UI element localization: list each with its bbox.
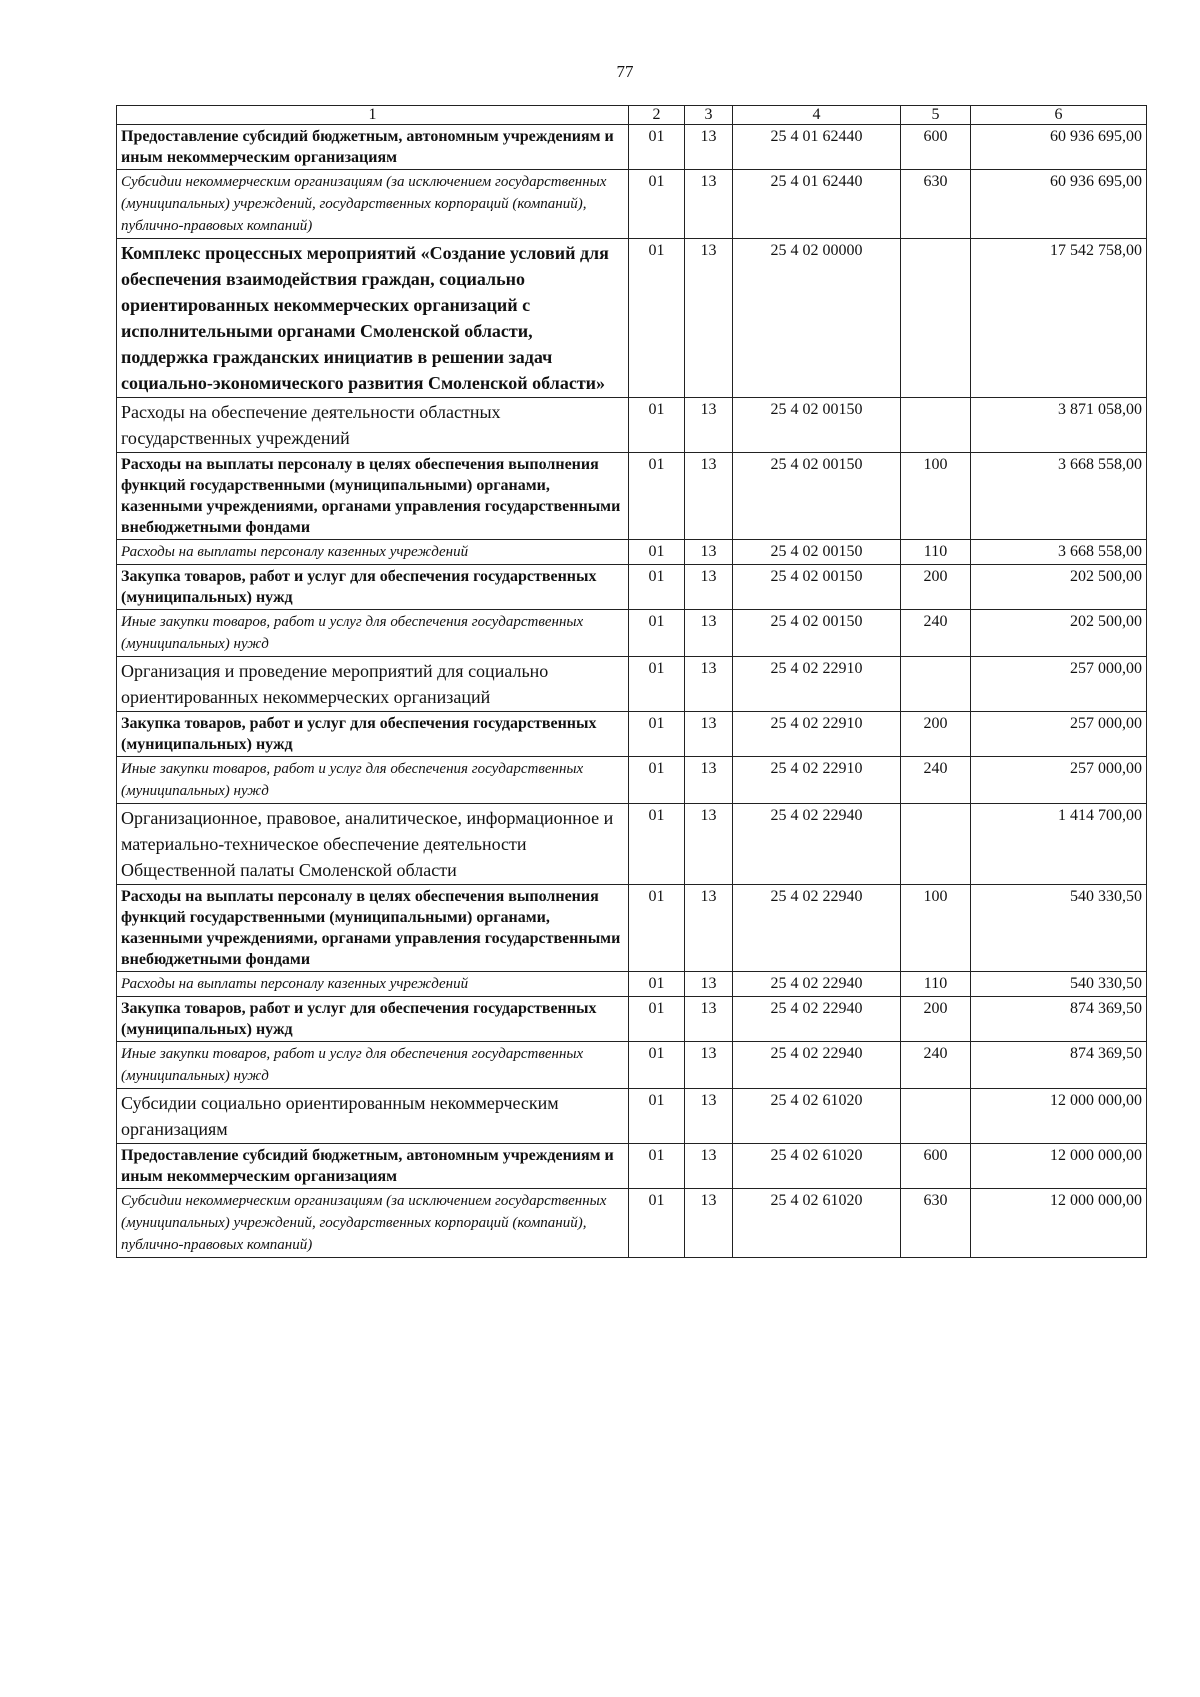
- row-amount-cell: 12 000 000,00: [971, 1189, 1147, 1258]
- row-subsection-cell: 13: [685, 804, 733, 885]
- column-header-1: 1: [117, 106, 629, 125]
- table-row: [117, 804, 1147, 885]
- row-target-code-cell: 25 4 01 62440: [733, 170, 901, 239]
- row-name-cell: Иные закупки товаров, работ и услуг для обеспечения государственных (муниципальных) нужд: [117, 757, 629, 804]
- row-subsection-cell: 13: [685, 997, 733, 1042]
- row-section-cell: 01: [629, 657, 685, 712]
- row-subsection-cell: 13: [685, 453, 733, 540]
- row-expense-type-cell: 110: [901, 540, 971, 565]
- row-expense-type-cell: 100: [901, 885, 971, 972]
- row-target-code-cell: 25 4 02 61020: [733, 1089, 901, 1144]
- row-section-cell: 01: [629, 1042, 685, 1089]
- row-name-cell: Расходы на выплаты персоналу казенных учреждений: [117, 540, 629, 565]
- row-name-cell: Организационное, правовое, аналитическое, информационное и материально-техническое обеспечение деятельности Общественной палаты Смоленской области: [117, 804, 629, 885]
- table-row: [117, 1042, 1147, 1089]
- row-target-code-cell: 25 4 02 00150: [733, 540, 901, 565]
- row-amount-cell: 202 500,00: [971, 610, 1147, 657]
- row-name-cell: Комплекс процессных мероприятий «Создание условий для обеспечения взаимодействия граждан, социально ориентированных некоммерческих организаций с исполнительными органами Смоленской области, поддержка гражданских инициатив в решении задач социально-экономического развития Смоленской области»: [117, 239, 629, 398]
- table-row: [117, 239, 1147, 398]
- row-expense-type-cell: 240: [901, 757, 971, 804]
- table-row: [117, 610, 1147, 657]
- column-header-2: 2: [629, 106, 685, 125]
- row-section-cell: 01: [629, 1189, 685, 1258]
- row-subsection-cell: 13: [685, 565, 733, 610]
- table-row: [117, 657, 1147, 712]
- row-expense-type-cell: 600: [901, 125, 971, 170]
- column-header-5: 5: [901, 106, 971, 125]
- row-expense-type-cell: 240: [901, 1042, 971, 1089]
- table-row: [117, 972, 1147, 997]
- row-amount-cell: 12 000 000,00: [971, 1144, 1147, 1189]
- row-name-cell: Закупка товаров, работ и услуг для обеспечения государственных (муниципальных) нужд: [117, 712, 629, 757]
- row-subsection-cell: 13: [685, 239, 733, 398]
- row-target-code-cell: 25 4 02 22910: [733, 712, 901, 757]
- row-section-cell: 01: [629, 1144, 685, 1189]
- table-row: [117, 1189, 1147, 1258]
- row-amount-cell: 3 871 058,00: [971, 398, 1147, 453]
- row-target-code-cell: 25 4 02 22940: [733, 804, 901, 885]
- row-name-cell: Расходы на выплаты персоналу в целях обеспечения выполнения функций государственными (муниципальными) органами, казенными учреждениями, органами управления государственными внебюджетными фондами: [117, 453, 629, 540]
- row-subsection-cell: 13: [685, 1089, 733, 1144]
- row-expense-type-cell: 110: [901, 972, 971, 997]
- row-expense-type-cell: [901, 657, 971, 712]
- row-name-cell: Расходы на выплаты персоналу казенных учреждений: [117, 972, 629, 997]
- row-expense-type-cell: 200: [901, 712, 971, 757]
- row-target-code-cell: 25 4 02 00150: [733, 398, 901, 453]
- row-section-cell: 01: [629, 885, 685, 972]
- column-header-6: 6: [971, 106, 1147, 125]
- row-subsection-cell: 13: [685, 712, 733, 757]
- row-subsection-cell: 13: [685, 1042, 733, 1089]
- table-body: [117, 106, 1147, 1258]
- row-section-cell: 01: [629, 1089, 685, 1144]
- row-name-cell: Субсидии социально ориентированным некоммерческим организациям: [117, 1089, 629, 1144]
- row-section-cell: 01: [629, 453, 685, 540]
- row-target-code-cell: 25 4 02 22910: [733, 757, 901, 804]
- column-number-header: [117, 106, 1147, 125]
- row-subsection-cell: 13: [685, 885, 733, 972]
- table-row: [117, 398, 1147, 453]
- row-target-code-cell: 25 4 02 00150: [733, 610, 901, 657]
- row-target-code-cell: 25 4 01 62440: [733, 125, 901, 170]
- row-name-cell: Предоставление субсидий бюджетным, автономным учреждениям и иным некоммерческим организациям: [117, 1144, 629, 1189]
- row-target-code-cell: 25 4 02 22940: [733, 997, 901, 1042]
- row-amount-cell: 540 330,50: [971, 885, 1147, 972]
- row-expense-type-cell: [901, 804, 971, 885]
- row-name-cell: Закупка товаров, работ и услуг для обеспечения государственных (муниципальных) нужд: [117, 997, 629, 1042]
- table-row: [117, 997, 1147, 1042]
- row-expense-type-cell: 200: [901, 565, 971, 610]
- table-row: [117, 1144, 1147, 1189]
- row-section-cell: 01: [629, 125, 685, 170]
- row-section-cell: 01: [629, 540, 685, 565]
- row-name-cell: Иные закупки товаров, работ и услуг для обеспечения государственных (муниципальных) нужд: [117, 610, 629, 657]
- row-section-cell: 01: [629, 398, 685, 453]
- row-amount-cell: 3 668 558,00: [971, 540, 1147, 565]
- row-amount-cell: 60 936 695,00: [971, 170, 1147, 239]
- page-number: 77: [616, 62, 634, 81]
- row-name-cell: Организация и проведение мероприятий для социально ориентированных некоммерческих организаций: [117, 657, 629, 712]
- row-expense-type-cell: 630: [901, 1189, 971, 1258]
- row-name-cell: Расходы на выплаты персоналу в целях обеспечения выполнения функций государственными (муниципальными) органами, казенными учреждениями, органами управления государственными внебюджетными фондами: [117, 885, 629, 972]
- column-header-4: 4: [733, 106, 901, 125]
- table-row: [117, 170, 1147, 239]
- row-amount-cell: 257 000,00: [971, 757, 1147, 804]
- row-expense-type-cell: 200: [901, 997, 971, 1042]
- row-subsection-cell: 13: [685, 170, 733, 239]
- row-section-cell: 01: [629, 757, 685, 804]
- row-section-cell: 01: [629, 712, 685, 757]
- row-expense-type-cell: [901, 239, 971, 398]
- row-subsection-cell: 13: [685, 610, 733, 657]
- row-amount-cell: 1 414 700,00: [971, 804, 1147, 885]
- row-amount-cell: 60 936 695,00: [971, 125, 1147, 170]
- row-target-code-cell: 25 4 02 61020: [733, 1189, 901, 1258]
- row-target-code-cell: 25 4 02 22910: [733, 657, 901, 712]
- row-section-cell: 01: [629, 804, 685, 885]
- row-expense-type-cell: [901, 1089, 971, 1144]
- row-name-cell: Расходы на обеспечение деятельности областных государственных учреждений: [117, 398, 629, 453]
- row-amount-cell: 257 000,00: [971, 712, 1147, 757]
- table-row: [117, 712, 1147, 757]
- row-section-cell: 01: [629, 997, 685, 1042]
- row-amount-cell: 12 000 000,00: [971, 1089, 1147, 1144]
- row-target-code-cell: 25 4 02 22940: [733, 972, 901, 997]
- table-row: [117, 125, 1147, 170]
- row-expense-type-cell: [901, 398, 971, 453]
- row-expense-type-cell: 600: [901, 1144, 971, 1189]
- row-name-cell: Иные закупки товаров, работ и услуг для обеспечения государственных (муниципальных) нужд: [117, 1042, 629, 1089]
- table-row: [117, 885, 1147, 972]
- row-name-cell: Субсидии некоммерческим организациям (за исключением государственных (муниципальных) учреждений, государственных корпораций (компаний), публично-правовых компаний): [117, 170, 629, 239]
- row-name-cell: Закупка товаров, работ и услуг для обеспечения государственных (муниципальных) нужд: [117, 565, 629, 610]
- row-amount-cell: 17 542 758,00: [971, 239, 1147, 398]
- table-row: [117, 540, 1147, 565]
- row-target-code-cell: 25 4 02 00150: [733, 453, 901, 540]
- row-name-cell: Предоставление субсидий бюджетным, автономным учреждениям и иным некоммерческим организациям: [117, 125, 629, 170]
- row-amount-cell: 257 000,00: [971, 657, 1147, 712]
- row-target-code-cell: 25 4 02 00000: [733, 239, 901, 398]
- table-row: [117, 453, 1147, 540]
- row-amount-cell: 540 330,50: [971, 972, 1147, 997]
- row-amount-cell: 3 668 558,00: [971, 453, 1147, 540]
- row-section-cell: 01: [629, 239, 685, 398]
- row-target-code-cell: 25 4 02 22940: [733, 1042, 901, 1089]
- row-subsection-cell: 13: [685, 757, 733, 804]
- row-amount-cell: 202 500,00: [971, 565, 1147, 610]
- row-section-cell: 01: [629, 565, 685, 610]
- row-expense-type-cell: 100: [901, 453, 971, 540]
- row-target-code-cell: 25 4 02 00150: [733, 565, 901, 610]
- budget-table: [116, 105, 1147, 1258]
- row-name-cell: Субсидии некоммерческим организациям (за исключением государственных (муниципальных) учреждений, государственных корпораций (компаний), публично-правовых компаний): [117, 1189, 629, 1258]
- table-row: [117, 565, 1147, 610]
- row-subsection-cell: 13: [685, 1189, 733, 1258]
- row-expense-type-cell: 240: [901, 610, 971, 657]
- row-subsection-cell: 13: [685, 125, 733, 170]
- row-expense-type-cell: 630: [901, 170, 971, 239]
- row-target-code-cell: 25 4 02 22940: [733, 885, 901, 972]
- row-subsection-cell: 13: [685, 398, 733, 453]
- row-amount-cell: 874 369,50: [971, 1042, 1147, 1089]
- column-header-3: 3: [685, 106, 733, 125]
- row-target-code-cell: 25 4 02 61020: [733, 1144, 901, 1189]
- row-subsection-cell: 13: [685, 540, 733, 565]
- table-row: [117, 1089, 1147, 1144]
- row-section-cell: 01: [629, 972, 685, 997]
- row-subsection-cell: 13: [685, 657, 733, 712]
- row-subsection-cell: 13: [685, 972, 733, 997]
- row-subsection-cell: 13: [685, 1144, 733, 1189]
- table-row: [117, 757, 1147, 804]
- row-amount-cell: 874 369,50: [971, 997, 1147, 1042]
- row-section-cell: 01: [629, 610, 685, 657]
- row-section-cell: 01: [629, 170, 685, 239]
